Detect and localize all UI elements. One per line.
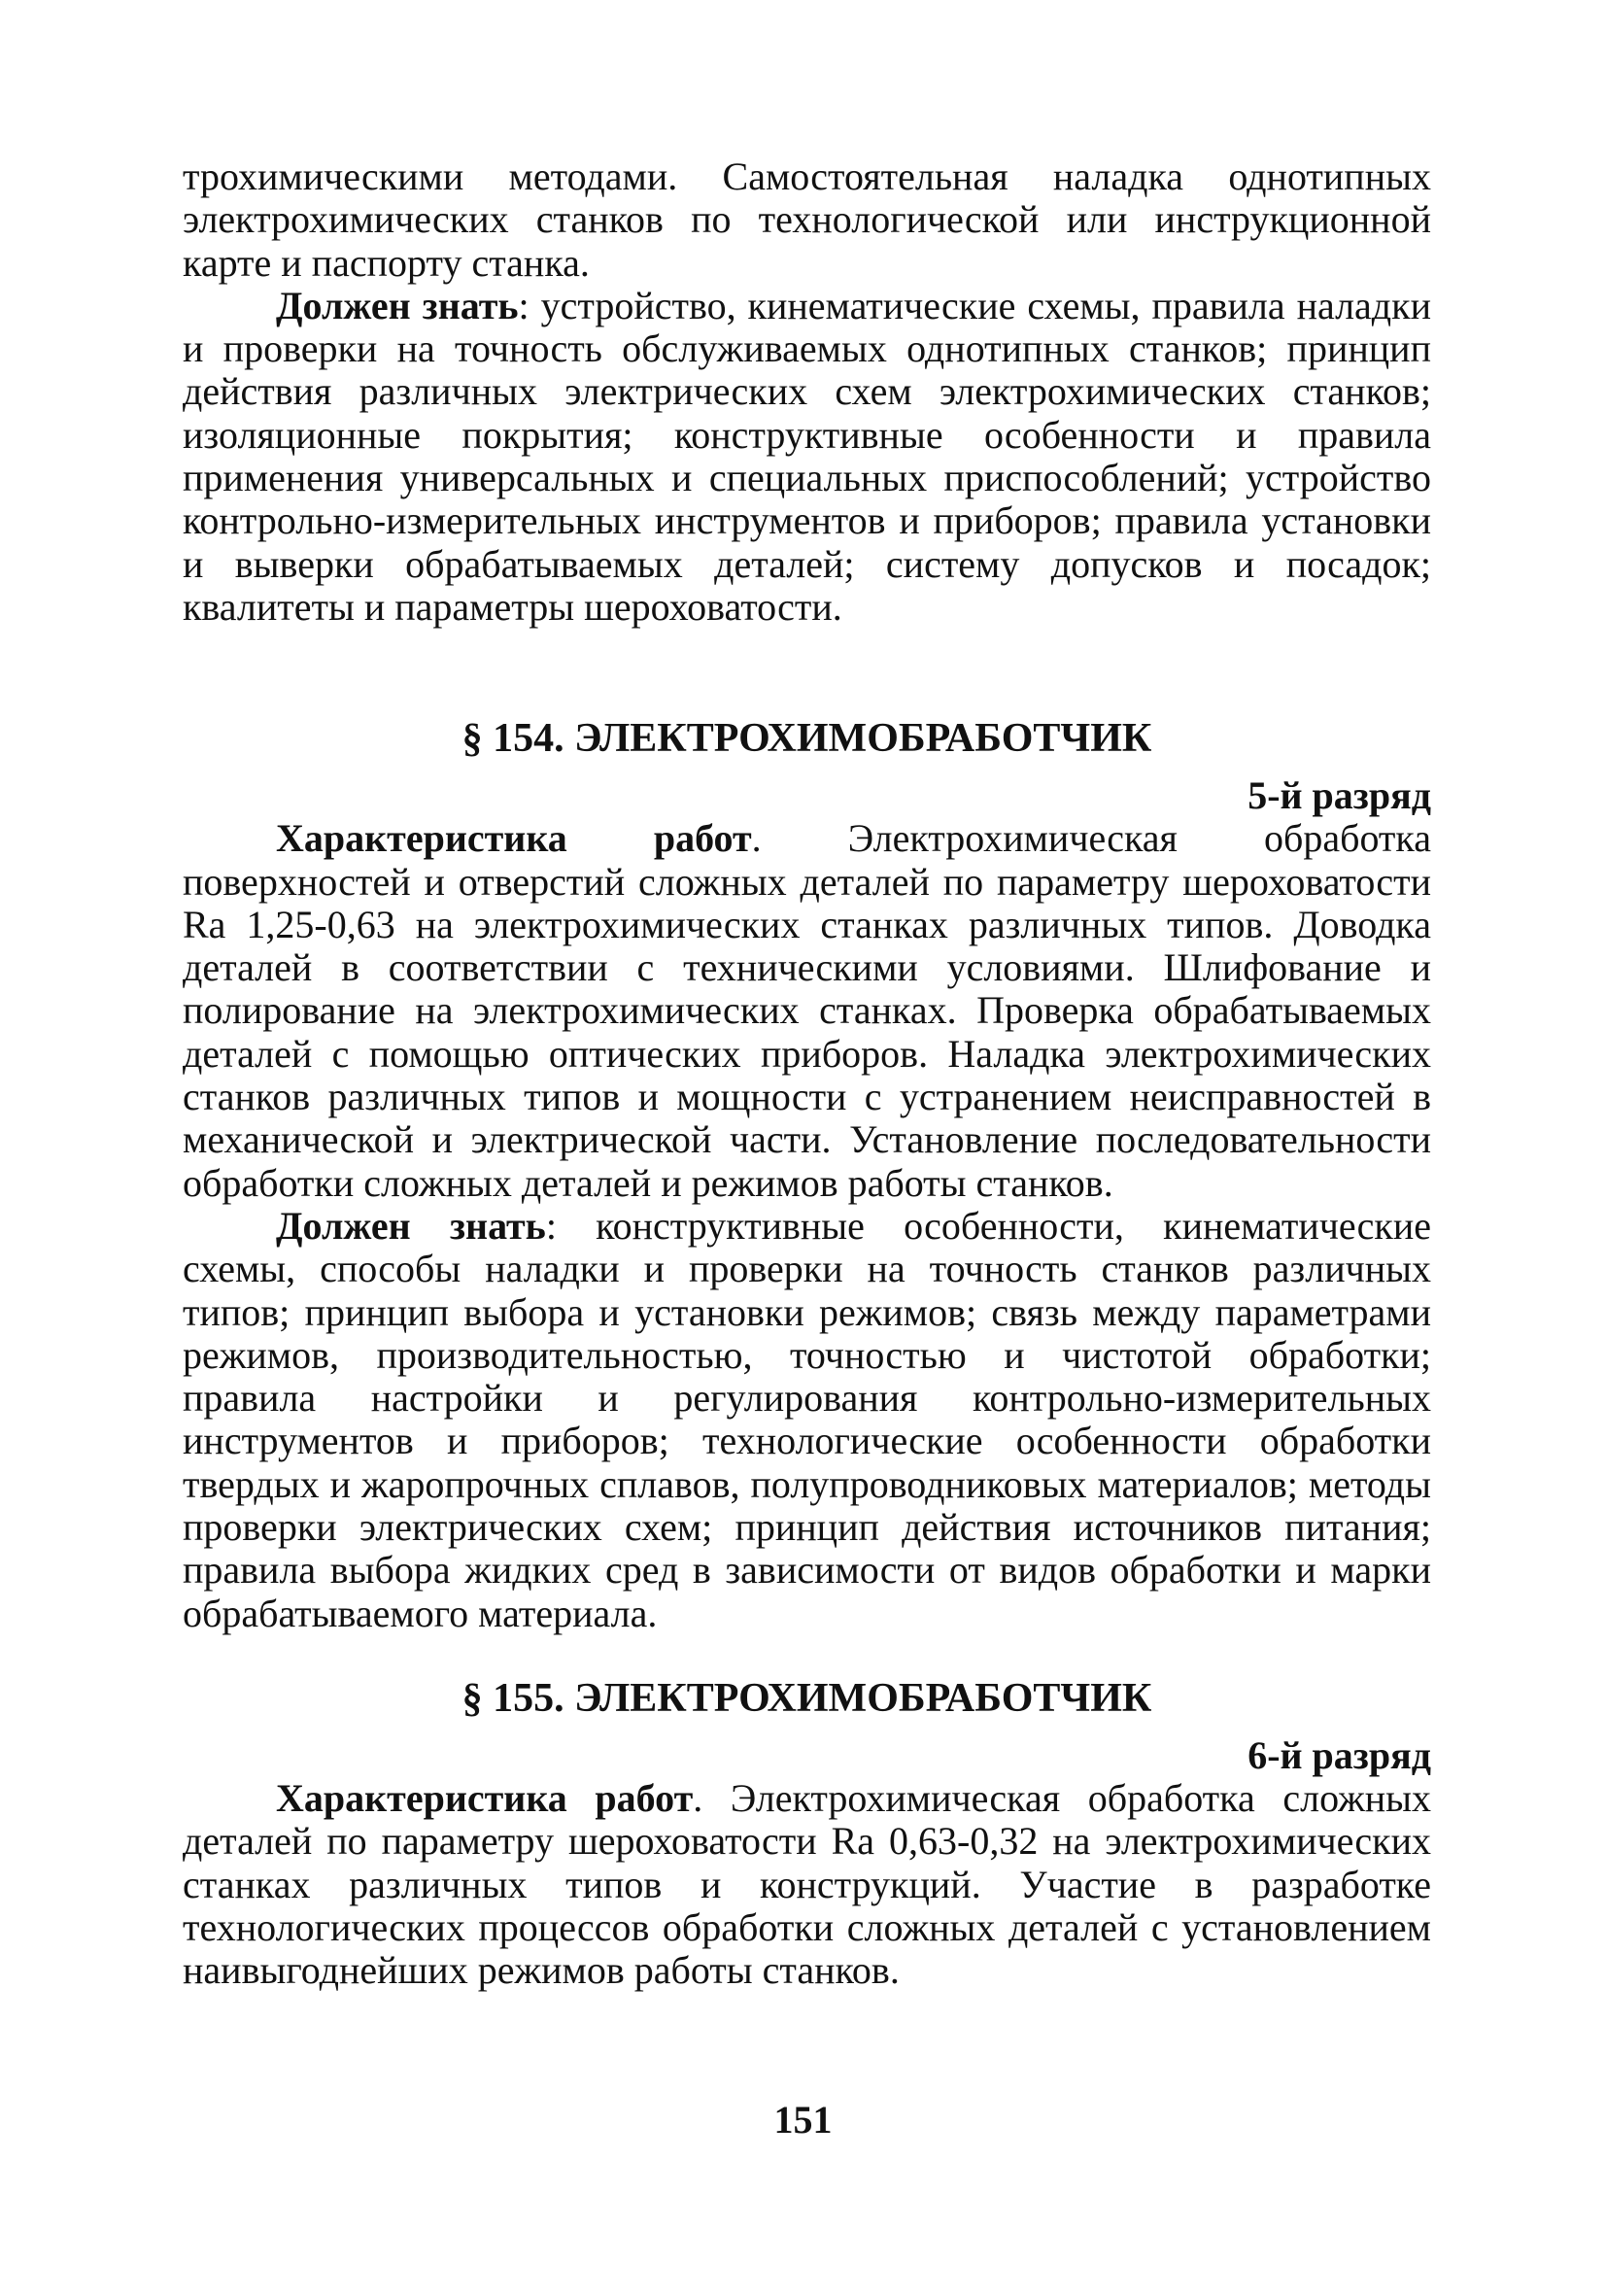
knowledge-lead: Должен знать [276, 1203, 546, 1248]
characteristics-lead: Характеристика работ [276, 1775, 694, 1820]
section-155-title: § 155. ЭЛЕКТРОХИМОБРАБОТЧИК [461, 1675, 1152, 1721]
characteristics-text: . Электрохимическая обработка поверхностей и отверстий сложных деталей по параметру шероховатости Ra 1,25-0,63 на электрохимических станках различных типов. Доводка деталей в соответствии с техническими условиями. Шлифование и полирование на электрохимических станках. Проверка обрабатываемых деталей с помощью оптических приборов. Наладка электрохимических станков различных типов и мощности с устранением неисправностей в механической и электрической части. Установление последовательности обработки сложных деталей и режимов работы станков. [183, 816, 1431, 1205]
section-155-characteristics [183, 1777, 1431, 1992]
knowledge-text: : конструктивные особенности, кинематические схемы, способы наладки и проверки на точность станков различных типов; принцип выбора и установки режимов; связь между параметрами режимов, производительностью, точностью и чистотой обработки; правила настройки и регулирования контрольно-измерительных инструментов и приборов; технологические особенности обработки твердых и жаропрочных сплавов, полупроводниковых материалов; методы проверки электрических схем; принцип действия источников питания; правила выбора жидких сред в зависимости от видов обработки и марки обрабатываемого материала. [183, 1203, 1431, 1635]
knowledge-lead: Должен знать [276, 283, 519, 327]
section-154-characteristics [183, 817, 1431, 1205]
section-155-grade: 6-й разряд [1247, 1732, 1431, 1777]
page-number: 151 [773, 2098, 833, 2142]
section-154-grade: 5-й разряд [1247, 773, 1431, 818]
intro-knowledge-paragraph [183, 285, 1431, 629]
characteristics-lead: Характеристика работ [276, 816, 752, 861]
knowledge-text: : устройство, кинематические схемы, правила наладки и проверки на точность обслуживаемых однотипных станков; принцип действия различных электрических схем электрохимических станков; изоляционные покрытия; конструктивные особенности и правила применения универсальных и специальных приспособлений; устройство контрольно-измерительных инструментов и приборов; правила установки и выверки обрабатываемых деталей; систему допусков и посадок; квалитеты и параметры шероховатости. [183, 283, 1431, 629]
page-content [183, 155, 1431, 1992]
intro-paragraph: трохимическими методами. Самостоятельная наладка однотипных электрохимических станков по технологической или инструкционной карте и паспорту станка. [183, 154, 1431, 285]
section-154-title: § 154. ЭЛЕКТРОХИМОБРАБОТЧИК [461, 716, 1152, 762]
section-154-knowledge [183, 1205, 1431, 1635]
characteristics-text: . Электрохимическая обработка сложных деталей по параметру шероховатости Ra 0,63-0,32 на электрохимических станках различных типов и конструкций. Участие в разработке технологических процессов обработки сложных деталей с установлением наивыгоднейших режимов работы станков. [183, 1775, 1431, 1993]
